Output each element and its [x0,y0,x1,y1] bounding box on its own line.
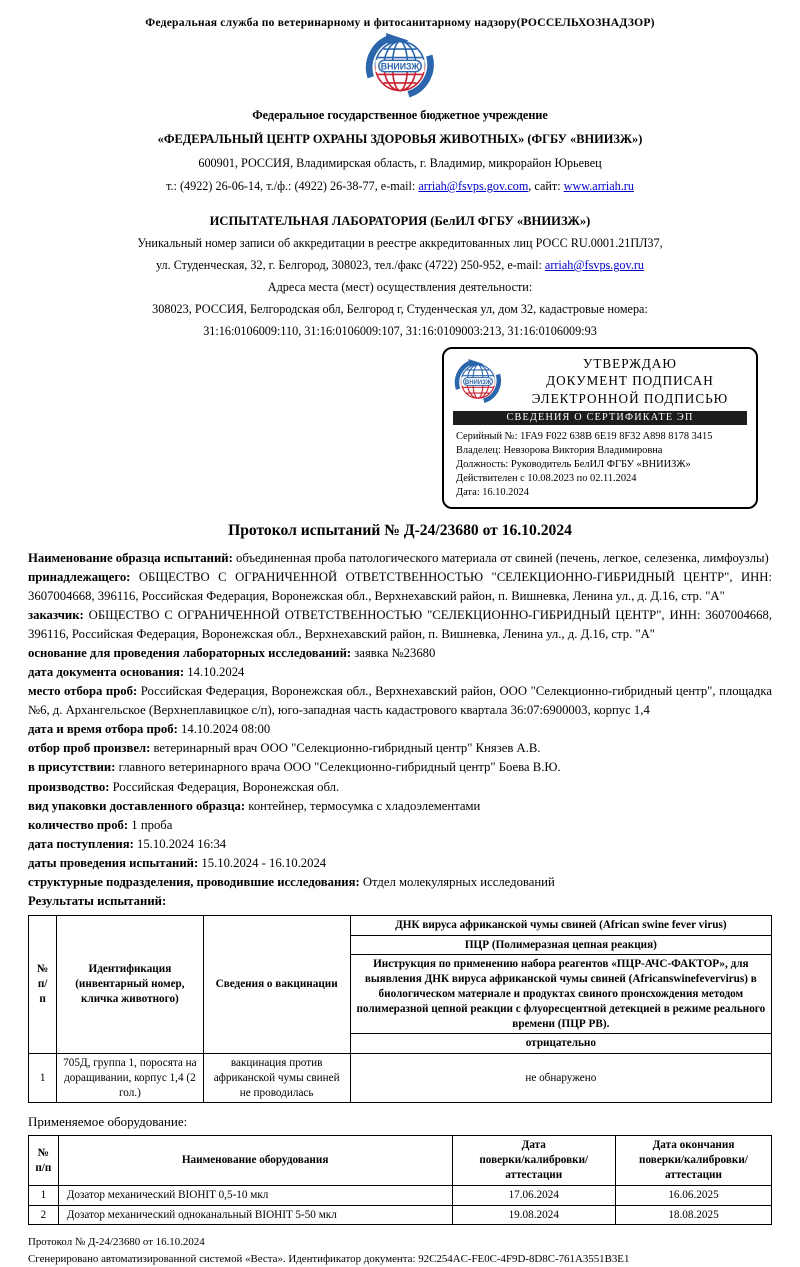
col-header-num: № п/п [29,915,57,1053]
results-data-row [29,1054,772,1103]
contacts-prefix: т.: (4922) 26-06-14, т./ф.: (4922) 26-38-77, e-mail: [166,179,419,193]
equipment-row [29,1185,772,1205]
certificate-info-bar: СВЕДЕНИЯ О СЕРТИФИКАТЕ ЭП [453,411,747,425]
equip-date: 19.08.2024 [452,1205,615,1225]
stamp-signed-line2: ЭЛЕКТРОННОЙ ПОДПИСЬЮ [531,390,729,406]
org-site-link[interactable]: www.arriah.ru [563,179,634,193]
equip-name: Дозатор механический одноканальный BIOHIT 5-50 мкл [58,1205,452,1225]
org-name-line: «ФЕДЕРАЛЬНЫЙ ЦЕНТР ОХРАНЫ ЗДОРОВЬЯ ЖИВОТНЫХ» (ФГБУ «ВНИИЗЖ») [157,132,643,146]
equipment-header-row [29,1136,772,1185]
certificate-position: Должность: Руководитель БелИЛ ФГБУ «ВНИИЗЖ» [456,459,691,471]
stamp-signed-line1: ДОКУМЕНТ ПОДПИСАН [546,373,714,389]
col-header-method-short: ПЦР (Полимеразная цепная реакция) [350,935,771,955]
results-table [28,915,772,1104]
result-value: не обнаружено [350,1054,771,1103]
lab-accreditation-line: Уникальный номер записи об аккредитации в реестре аккредитованных лиц РОСС RU.0001.21ПЛ37, [137,236,663,250]
field-sampling-datetime: дата и время отбора проб: 14.10.2024 08:00 [28,722,271,737]
field-sample-name: Наименование образца испытаний: объединенная проба патологического материала от свиней (печень, легкое, селезенка, лимфоузлы) [28,550,769,565]
cadastral-numbers: 31:16:0106009:110, 31:16:0106009:107, 31:16:0109003:213, 31:16:0106009:93 [203,324,597,338]
field-sampler: отбор проб произвел: ветеринарный врач ООО "Селекционно-гибридный центр" Князев А.В. [28,741,541,756]
org-contacts-line [28,179,772,194]
equip-date-end: 16.06.2025 [615,1185,771,1205]
result-vaccination: вакцинация против африканской чумы свиней не проводилась [203,1054,350,1103]
field-owner: принадлежащего: ОБЩЕСТВО С ОГРАНИЧЕННОЙ ОТВЕТСТВЕННОСТЬЮ "СЕЛЕКЦИОННО-ГИБРИДНЫЙ ЦЕНТР", ИНН: 3607004668, 396116, Российская Федерация, Воронежская обл., Верхнехавский район, п. Вишневка, Ленина ул., д. Д.16, стр. "А" [28,570,772,604]
lab-email-link[interactable]: arriah@fsvps.gov.ru [544,258,645,272]
protocol-fields [28,549,772,911]
col-header-vaccination: Сведения о вакцинации [203,915,350,1053]
vniizh-globe-logo-icon [360,33,440,99]
col-header-norm: отрицательно [350,1034,771,1054]
lab-address-prefix: ул. Студенческая, 32, г. Белгород, 308023, тел./факс (4722) 250-952, e-mail: [155,258,545,272]
stamp-title-block [511,355,749,407]
logo-container [28,33,772,104]
footer-protocol-ref: Протокол № Д-24/23680 от 16.10.2024 [28,1236,205,1249]
results-header-row-1 [29,915,772,935]
field-basis: основание для проведения лабораторных исследований: заявка №23680 [28,646,436,661]
field-customer: заказчик: ОБЩЕСТВО С ОГРАНИЧЕННОЙ ОТВЕТСТВЕННОСТЬЮ "СЕЛЕКЦИОННО-ГИБРИДНЫЙ ЦЕНТР", ИНН: 3607004668, 396116, Российская Федерация, Воронежская обл., Верхнехавский район, п. Вишневка, Ленина ул., д. Д.16, стр. "А" [28,608,772,642]
results-heading: Результаты испытаний: [28,893,167,908]
stamp-vniizh-logo-icon [451,359,505,404]
equip-col-date: Дата поверки/калибровки/аттестации [452,1136,615,1185]
col-header-target: ДНК вируса африканской чумы свиней (African swine fever virus) [350,915,771,935]
result-identification: 705Д, группа 1, поросята на доращивании, корпус 1,4 (2 гол.) [57,1054,203,1103]
equip-date-end: 18.08.2025 [615,1205,771,1225]
field-sampling-place: место отбора проб: Российская Федерация, Воронежская обл., Верхнехавский район, ООО "Селекционно-гибридный центр", площадка №6, д. Архангельское (Верхнеплавицкое с/п), юго-западная часть кадастрового квартала 36:07:6900003, корпус 1,4 [28,684,773,718]
lab-address-line [28,258,772,273]
field-basis-date: дата документа основания: 14.10.2024 [28,665,245,680]
certificate-serial: Серийный №: 1FA9 F022 638B 6E19 8F32 A898 8178 3415 [456,431,713,443]
agency-header: Федеральная служба по ветеринарному и фитосанитарному надзору(РОССЕЛЬХОЗНАДЗОР) [145,16,655,29]
equip-col-num: № п/п [29,1136,59,1185]
contacts-mid: , сайт: [528,179,564,193]
org-type-line: Федеральное государственное бюджетное учреждение [252,108,548,122]
equip-date: 17.06.2024 [452,1185,615,1205]
field-departments: структурные подразделения, проводившие исследования: Отдел молекулярных исследований [28,874,555,889]
org-address-line: 600901, РОССИЯ, Владимирская область, г. Владимир, микрорайон Юрьевец [198,156,602,170]
equip-col-date-end: Дата окончания поверки/калибровки/аттестации [615,1136,771,1185]
stamp-approve-line: УТВЕРЖДАЮ [582,356,677,371]
document-footer [28,1234,772,1267]
activity-heading: Адреса места (мест) осуществления деятельности: [267,280,533,294]
equip-num: 2 [29,1205,59,1225]
certificate-details [451,430,749,500]
field-test-dates: даты проведения испытаний: 15.10.2024 - 16.10.2024 [28,855,327,870]
equip-col-name: Наименование оборудования [58,1136,452,1185]
certificate-validity: Действителен с 10.08.2023 по 02.11.2024 [456,473,637,485]
col-header-method-full: Инструкция по применению набора реагентов «ПЦР-АЧС-ФАКТОР», для выявления ДНК вируса африканской чумы свиней (Africanswinefevervirus) в биологическом материале и продуктах свиного происхождения методом полимеразной цепной реакции с флуоресцентной детекцией в режиме реального времени (ПЦР РВ). [350,955,771,1034]
activity-address: 308023, РОССИЯ, Белгородская обл, Белгород г, Студенческая ул, дом 32, кадастровые номера: [152,302,648,316]
stamp-header [451,355,749,407]
field-sample-count: количество проб: 1 проба [28,817,173,832]
certificate-date: Дата: 16.10.2024 [456,487,529,499]
field-witness: в присутствии: главного ветеринарного врача ООО "Селекционно-гибридный центр" Боева В.Ю. [28,760,561,775]
electronic-signature-stamp [442,347,758,509]
col-header-identification: Идентификация (инвентарный номер, кличка животного) [57,915,203,1053]
lab-title: ИСПЫТАТЕЛЬНАЯ ЛАБОРАТОРИЯ (БелИЛ ФГБУ «ВНИИЗЖ») [209,214,591,228]
equip-name: Дозатор механический BIOHIT 0,5-10 мкл [58,1185,452,1205]
field-production: производство: Российская Федерация, Воронежская обл. [28,779,340,794]
result-num: 1 [29,1054,57,1103]
protocol-title: Протокол испытаний № Д-24/23680 от 16.10.2024 [228,521,572,539]
org-email-link[interactable]: arriah@fsvps.gov.com [418,179,529,193]
field-receipt-date: дата поступления: 15.10.2024 16:34 [28,836,227,851]
field-packaging: вид упаковки доставленного образца: контейнер, термосумка с хладоэлементами [28,798,481,813]
equip-num: 1 [29,1185,59,1205]
equipment-row [29,1205,772,1225]
equipment-table [28,1135,772,1225]
certificate-owner: Владелец: Невзорова Виктория Владимировна [456,445,663,457]
equipment-heading: Применяемое оборудование: [28,1114,188,1130]
footer-generated-line: Сгенерировано автоматизированной системой «Веста». Идентификатор документа: 92C254AC-FE0C-4F9D-8D8C-761A3551B3E1 [28,1252,630,1265]
